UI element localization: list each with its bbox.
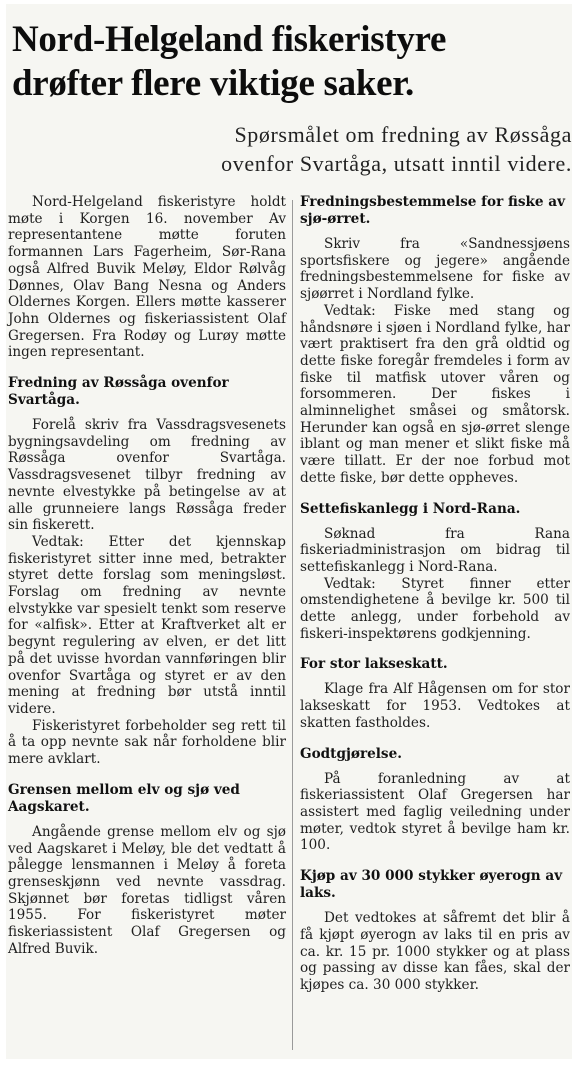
left-column <box>8 194 286 957</box>
paragraph: Fiskeristyret forbeholder seg rett til å ta opp nevnte sak når forholdene blir mere avklart. <box>8 717 286 768</box>
headline <box>12 18 562 106</box>
column-divider <box>292 200 293 1050</box>
paragraph: På foranledning av at fiskeriassistent Olaf Gregersen har assistert med faglig veiledning under møter, vedtok styret å bevilge ham kr. 100. <box>300 770 570 854</box>
section-heading-lakseskatt: For stor lakseskatt. <box>300 656 448 673</box>
section-heading-grensen: Grensen mellom elv og sjø ved Aagskaret. <box>8 781 240 815</box>
paragraph: Skriv fra «Sandnessjøens sportsfiskere og jegere» angående fredningsbestemmelsene for fiske av sjøørret i Nordland fylke. <box>300 236 570 303</box>
section-heading-fredning-rossaga: Fredning av Røssåga ovenfor Svartåga. <box>8 375 229 409</box>
headline-line-1: Nord-Helgeland fiskeristyre <box>12 19 447 60</box>
section-heading-oyerogn: Kjøp av 30 000 stykker øyerogn av laks. <box>300 868 563 902</box>
paragraph: Angående grense mellom elv og sjø ved Aagskaret i Meløy, ble det vedtatt å pålegge lensmannen i Meløy å foreta grenseskjønn ved nevnte vassdrag. Skjønnet bør foretas tidligst våren 1955. For fiskeristyret møter fiskeriassistent Olaf Gregersen og Alfred Buvik. <box>8 823 286 957</box>
intro-paragraph: Nord-Helgeland fiskeristyre holdt møte i Korgen 16. november Av representantene møtte foruten formannen Lars Fagerheim, Sør-Rana også Alfred Buvik Meløy, Eldor Rølvåg Dønnes, Olav Bang Nesna og Anders Oldernes Korgen. Ellers møtte kasserer John Oldernes og fiskeriassistent Olaf Gregersen. Fra Rodøy og Lurøy møtte ingen representant. <box>8 194 286 361</box>
section-heading-godtgjorelse: Godtgjørelse. <box>300 745 402 762</box>
subheadline-line-1: Spørsmålet om fredning av Røssåga <box>234 122 572 147</box>
section-heading-settefiskanlegg: Settefiskanlegg i Nord-Rana. <box>300 500 521 517</box>
paragraph: Forelå skriv fra Vassdragsvesenets bygningsavdeling om fredning av Røssåga ovenfor Svartåga. Vassdragsvesenet tilbyr fredning av nevnte elvestykke på betingelse av at alle grunneiere langs Røssåga freder sin fiskerett. <box>8 417 286 534</box>
paragraph: Klage fra Alf Hågensen om for stor lakseskatt for 1953. Vedtokes at skatten fastholdes. <box>300 681 570 731</box>
right-column <box>300 194 570 994</box>
subheadline-line-2: ovenfor Svartåga, utsatt inntil videre. <box>221 151 572 176</box>
paragraph: Vedtak: Styret finner etter omstendighetene å bevilge kr. 500 til dette anlegg, under forbehold av fiskeri-inspektørens godkjenning. <box>300 575 570 642</box>
section-heading-sjo-orret: Fredningsbestemmelse for fiske av sjø-ørret. <box>300 194 566 227</box>
paragraph: Det vedtokes at såfremt det blir å få kjøpt øyerogn av laks til en pris av ca. kr. 15 pr. 1000 stykker og at plass og passing av disse kan fåes, skal der kjøpes ca. 30 000 stykker. <box>300 910 570 993</box>
newspaper-clipping <box>6 4 572 1059</box>
paragraph: Vedtak: Etter det kjennskap fiskeristyret sitter inne med, betrakter styret dette forslag som meningsløst. Forslag om fredning av nevnte elvstykke var spesielt tenkt som reserve for «alfisk». Etter at Kraftverket alt er begynt regulering av elven, er det litt på det uvisse hvordan vannføringen blir ovenfor Svartåga og styret er av den mening at fredning bør utstå inntil videre. <box>8 533 286 717</box>
headline-line-2: drøfter flere viktige saker. <box>12 63 414 104</box>
paragraph: Vedtak: Fiske med stang og håndsnøre i sjøen i Nordland fylke, har vært praktisert fra den grå oldtid og dette fiske foregår fremdeles i form av fiske til matfisk utover våren og forsommeren. Der fiskes i alminnelighet småsei og småtorsk. Herunder kan også en sjø-ørret slenge iblant og man mener et slikt fiske må være tillatt. Er der noe forbud mot dette fiske, bør dette oppheves. <box>300 302 570 486</box>
subheadline <box>130 120 572 178</box>
paragraph: Søknad fra Rana fiskeriadministrasjon om bidrag til settefiskanlegg i Nord-Rana. <box>300 525 570 575</box>
